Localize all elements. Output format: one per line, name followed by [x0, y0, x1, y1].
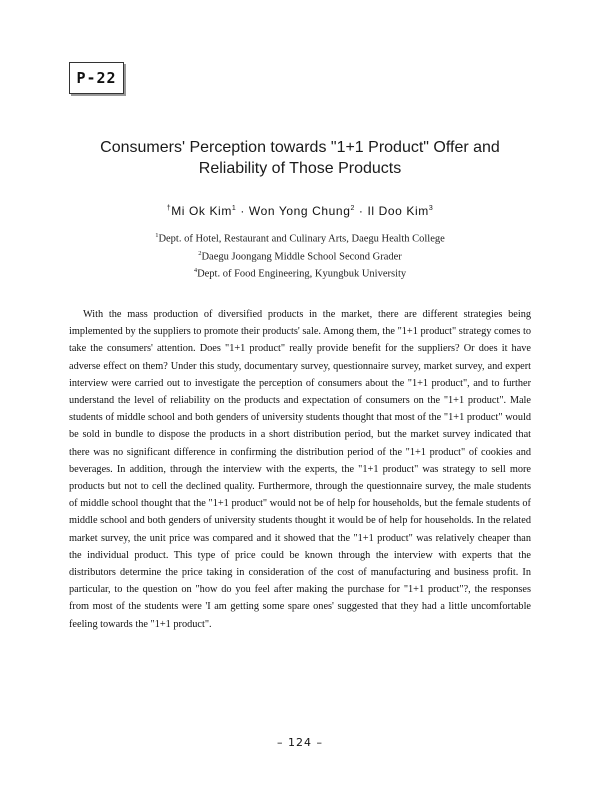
author-mark: 2	[350, 205, 355, 212]
paper-title	[60, 137, 540, 179]
poster-code: P-22	[76, 69, 117, 87]
affiliation-text: Daegu Joongang Middle School Second Grader	[201, 251, 402, 262]
author-prefix: †	[166, 205, 172, 212]
author-name: Mi Ok Kim	[171, 204, 232, 218]
author-mark: 3	[428, 205, 434, 212]
author-separator: ·	[354, 204, 368, 218]
author-name: Il Doo Kim	[367, 204, 429, 218]
author-separator: ·	[236, 204, 249, 218]
title-line-1: Consumers' Perception towards "1+1 Product" Offer and	[100, 139, 500, 156]
affiliation-text: Dept. of Food Engineering, Kyungbuk University	[197, 268, 407, 280]
affiliation-item	[60, 247, 540, 265]
affiliation-item	[60, 264, 540, 282]
page-number: – 124 –	[277, 736, 323, 749]
abstract-text: With the mass production of diversified products in the market, there are different strategies being implemented by the suppliers to promote their products' sale. Among them, the "1+1 product" strategy comes to take the consumers' attention. Does "1+1 product" really provide benefit for the suppliers? Or does it have adverse effect on them? Under this study, documentary survey, questionnaire survey, market survey, and expert interview were carried out to investigate the perception of consumers about the "1+1 product", and to further understand the level of reliability on the products and expectation of consumers on the "1+1 product". Male students of middle school and both genders of university students thought that most of the "1+1 product" would be sold in bundle to dispose the products in a short distribution period, but the market survey indicated that there was no significant difference in confirming the distribution period of the "1+1 product" of cookies and beverages. In addition, through the interview with the experts, the "1+1 product" was strategy to sell more products but not to cell the declined quality. Furthermore, through the questionnaire survey, the male students of middle school thought that the "1+1 product" would not be of help for households, but the female students of middle school and both genders of university students thought it would be of help for households. In the related market survey, the unit price was compared and it showed that the "1+1 product" was relatively cheaper than the individual product. This type of price could be known through the interview with experts that the distributors determine the price taking in consideration of the cost of manufacturing and business profit. In particular, to the question on "how do you feel after making the purchase for "1+1 product"?, the responses from most of the students were 'I am getting some spare ones' suggested that they had a little uncomfortable feeling towards the "1+1 product".	[69, 309, 531, 630]
author-list	[60, 204, 540, 218]
author-mark: 1	[231, 205, 237, 212]
affiliation-mark: 1	[155, 232, 159, 239]
title-line-2: Reliability of Those Products	[198, 160, 402, 177]
poster-code-box	[69, 62, 124, 94]
affiliation-mark: 4	[193, 267, 198, 274]
affiliation-mark: 2	[198, 249, 202, 257]
affiliation-text: Dept. of Hotel, Restaurant and Culinary Arts, Daegu Health College	[158, 233, 445, 245]
affiliation-item	[60, 229, 540, 247]
author-name: Won Yong Chung	[248, 204, 351, 218]
affiliation-list	[60, 229, 540, 282]
